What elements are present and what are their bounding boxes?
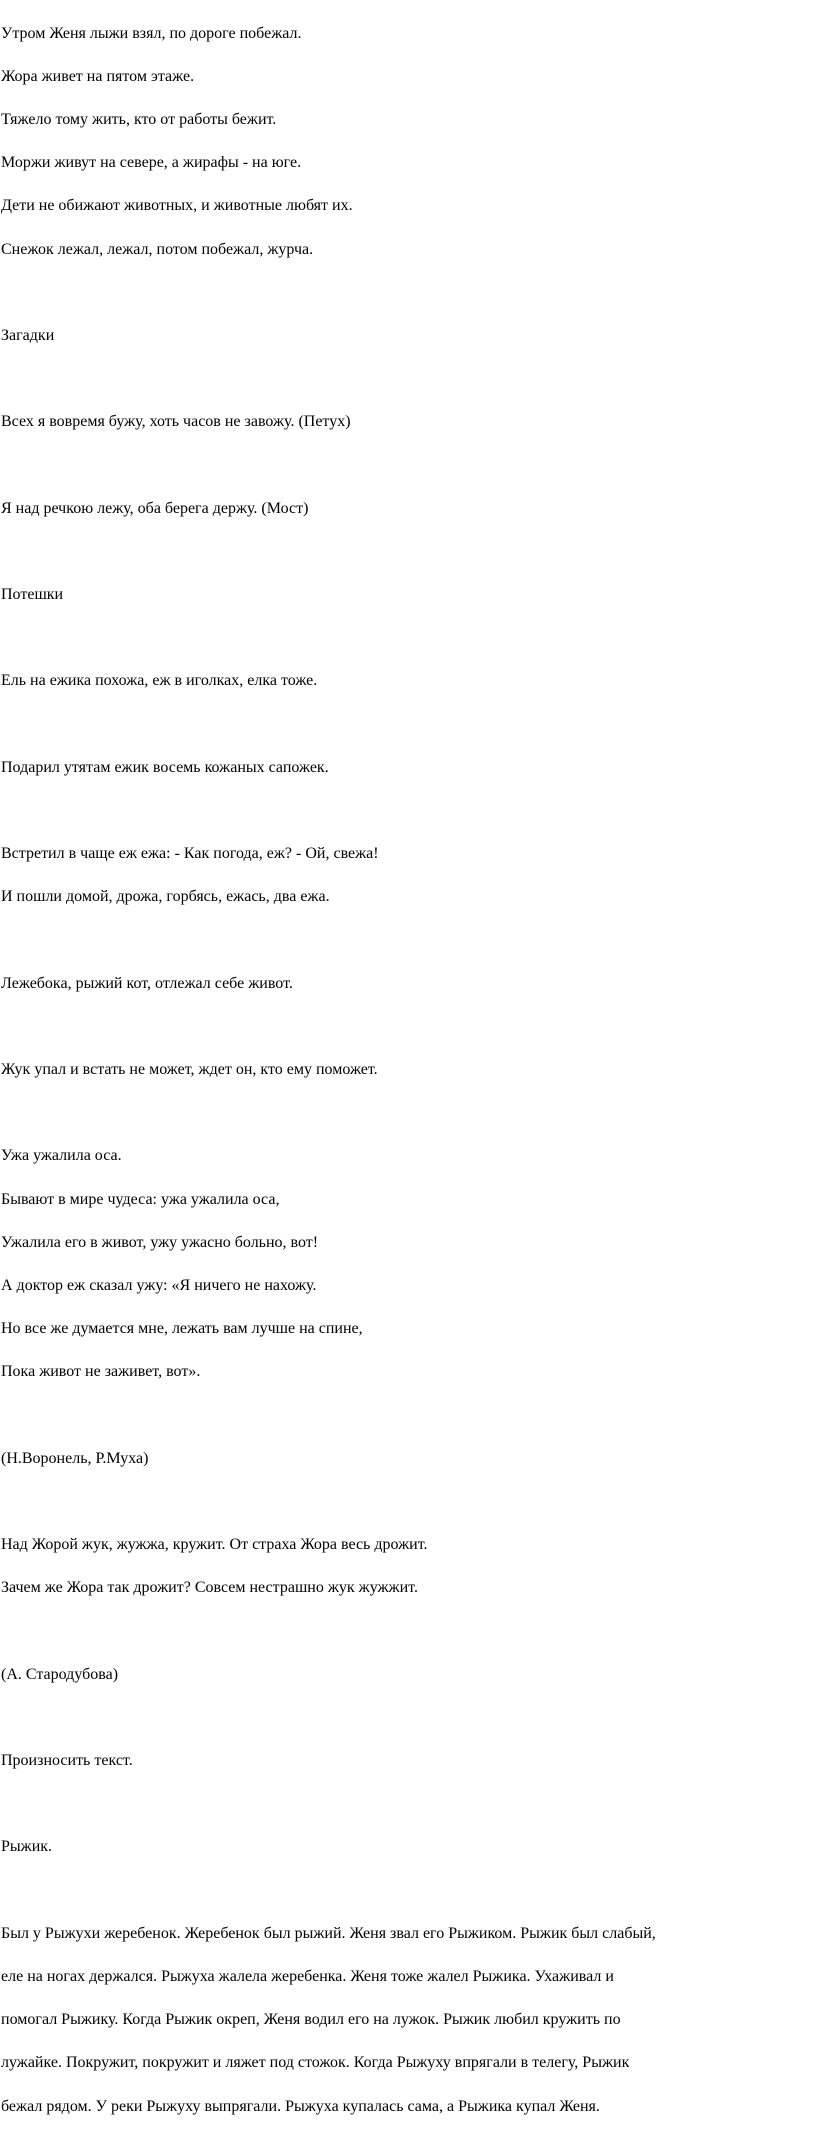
rhyme-lazy-cat (1, 951, 816, 1016)
heading-riddles (1, 303, 816, 368)
text-line: еле на ногах держался. Рыжуха жалела жеребенка. Женя тоже жалел Рыжика. Ухаживал и (1, 1968, 614, 1986)
text-line: Бывают в мире чудеса: ужа ужалила оса, (1, 1190, 280, 1208)
poem-wasp (1, 1124, 816, 1405)
author-credit: (Н.Воронель, Р.Муха) (1, 1449, 149, 1467)
text-line: Жора живет на пятом этаже. (1, 67, 195, 85)
rhyme-hedgehogs (1, 822, 816, 930)
text-line: Подарил утятам ежик восемь кожаных сапожек. (1, 758, 329, 776)
text-line: Встретил в чаще еж ежа: - Как погода, еж? - Ой, свежа! (1, 845, 379, 863)
text-line: Но все же думается мне, лежать вам лучше на спине, (1, 1320, 363, 1338)
section-heading: Рыжик. (1, 1838, 53, 1856)
section-heading: Потешки (1, 586, 64, 604)
text-line: Всех я вовремя бужу, хоть часов не завожу. (Петух) (1, 413, 351, 431)
text-line: Ель на ежика похожа, еж в иголках, елка тоже. (1, 672, 318, 690)
text-line: А доктор еж сказал ужу: «Я ничего не нахожу. (1, 1277, 317, 1295)
text-line: лужайке. Покружит, покружит и ляжет под стожок. Когда Рыжуху впрягали в телегу, Рыжик (1, 2054, 630, 2072)
instruction-text: Произносить текст. (1, 1752, 133, 1770)
rhyme-beetle (1, 1038, 816, 1103)
rhyme-spruce (1, 649, 816, 714)
story-title (1, 1815, 816, 1880)
instruction-pronounce (1, 1729, 816, 1794)
riddle-rooster (1, 390, 816, 455)
text-line: Жук упал и встать не может, ждет он, кто ему поможет. (1, 1061, 378, 1079)
story-ryzhik (1, 1901, 816, 2139)
text-line: Над Жорой жук, жужжа, кружит. От страха Жора весь дрожит. (1, 1536, 428, 1554)
text-line: Тяжело тому жить, кто от работы бежит. (1, 110, 277, 128)
text-line: И пошли домой, дрожа, горбясь, ежась, два ежа. (1, 888, 330, 906)
intro-sentences (1, 1, 816, 282)
author-credit-voronel-mukha (1, 1426, 816, 1491)
text-line: Я над речкою лежу, оба берега держу. (Мост) (1, 499, 309, 517)
section-heading: Загадки (1, 326, 55, 344)
text-line: Зачем же Жора так дрожит? Совсем нестрашно жук жужжит. (1, 1579, 418, 1597)
text-line: Пока живот не заживет, вот». (1, 1363, 201, 1381)
text-line: Ужа ужалила оса. (1, 1147, 122, 1165)
heading-nursery-rhymes (1, 562, 816, 627)
text-line: Был у Рыжухи жеребенок. Жеребенок был рыжий. Женя звал его Рыжиком. Рыжик был слабый, (1, 1924, 656, 1942)
author-credit-starodubova (1, 1642, 816, 1707)
text-line: бежал рядом. У реки Рыжуху выпрягали. Рыжуха купалась сама, а Рыжика купал Женя. (1, 2097, 600, 2115)
poem-zhora-beetle (1, 1513, 816, 1621)
text-line: Дети не обижают животных, и животные любят их. (1, 197, 353, 215)
text-line: Моржи живут на севере, а жирафы - на юге. (1, 154, 302, 172)
text-line: Лежебока, рыжий кот, отлежал себе живот. (1, 974, 293, 992)
text-line: Утром Женя лыжи взял, по дороге побежал. (1, 24, 302, 42)
author-credit: (А. Стародубова) (1, 1665, 119, 1683)
text-line: Снежок лежал, лежал, потом побежал, журча. (1, 240, 314, 258)
riddle-bridge (1, 476, 816, 541)
rhyme-ducklings (1, 735, 816, 800)
text-line: помогал Рыжику. Когда Рыжик окреп, Женя водил его на лужок. Рыжик любил кружить по (1, 2011, 621, 2029)
text-line: Ужалила его в живот, ужу ужасно больно, вот! (1, 1233, 319, 1251)
